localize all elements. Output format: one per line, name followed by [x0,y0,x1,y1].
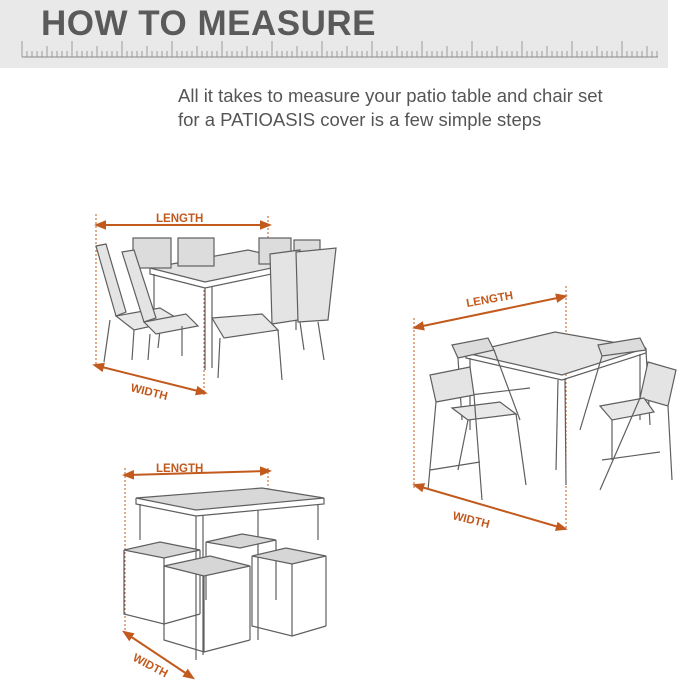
intro-line-1: All it takes to measure your patio table and chair set [178,85,603,106]
dining-set-length-label: LENGTH [156,213,204,225]
stool-set-diagram [124,468,326,660]
folding-set-length-dimension [418,290,562,327]
dining-set-diagram [96,214,336,395]
folding-set-width-dimension [418,486,562,531]
page-title: HOW TO MEASURE [41,4,376,43]
dining-set-length-dimension [100,213,266,225]
folding-set-diagram [414,286,676,530]
intro-line-2: for a PATIOASIS cover is a few simple steps [178,109,542,130]
folding-set-length-label: LENGTH [465,289,515,310]
folding-set-width-label: WIDTH [451,510,491,532]
dining-set-width-dimension [98,366,202,403]
stool-set-width-label: WIDTH [130,652,170,681]
stool-set-length-dimension [128,463,266,475]
stool-set-width-dimension [127,634,190,680]
stool-set-length-label: LENGTH [156,463,204,475]
dining-set-width-label: WIDTH [129,382,169,404]
